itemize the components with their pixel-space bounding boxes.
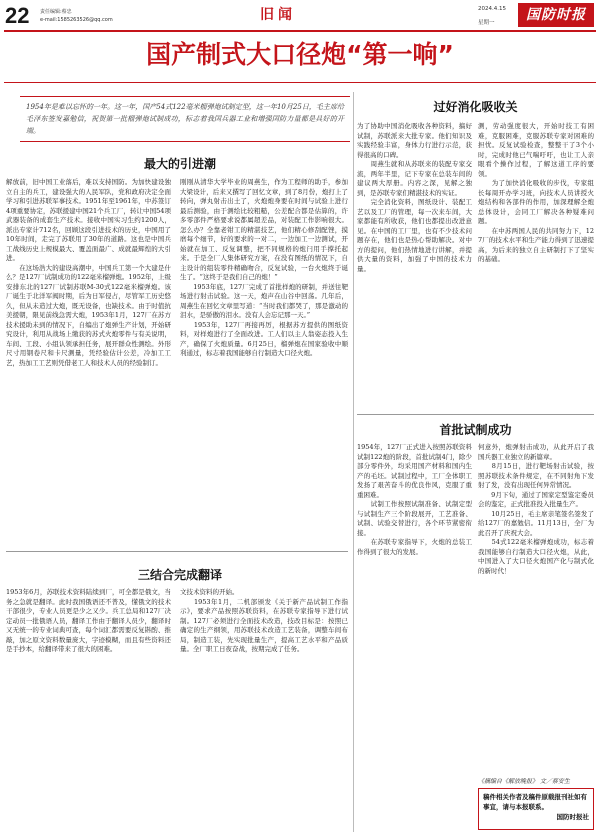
s1-col-a: 解放前，旧中国工业落后，难以支持国防。为加快建设独立自主的兵工，建设强大的人民军队，党和政府决定全面学习和引进苏联军事技术。1951年至1961年，中苏签订4项重要协定，苏联援建中国21个兵工厂，转让中国54项武器装备的成套生产技术。接收中国实习生约1200人，派出专家计712名，回顾这段引进技术的历史，中国用了10年时间，走完了苏联用了30年的道路。这也是中国兵工战线历史上规模最大、覆盖面最广、成就最辉煌的大引进。 在这场浩大的建设高潮中，中国兵工第一个大建是什么？是127厂试制成功的122毫米榴弹炮。1952年，上级安排东北的127厂试制苏联M-30式122毫米榴弹炮。该厂诞生于北洋军阀时期，后为日军侵占，尽管军工历史悠久，但从未造过大炮，既无设备，也缺技术。由于时值抗美援朝，限见前线急需大炮，1953年1月，127厂在苏方技术援助未到的情况下，自编出了炮弹生产计划，开始研究设计，利用从战场上缴获的苏式火炮零件与有关说明，车间、工段、小组认领承担任务，展开群众性测绘。外形尺寸用钢卷尺和卡尺测量，凭经验估计公差，冷加工工艺，热加工工艺则凭借老工人和技术人员的经验制订。 [6, 178, 171, 367]
issue-date: 2024.4.15 [478, 6, 506, 12]
section-heading-1: 最大的引进潮 [143, 157, 216, 171]
left-divider-1 [6, 551, 348, 552]
headline-rule [4, 82, 596, 83]
right-divider-1 [357, 414, 594, 415]
s3-col-a: 1953年6月，苏联技术资料陆续到厂，可全都是俄文，当务之急就是翻译。此时我国俄语还不普及，懂俄文的技术干部很少，专业人员更是少之又少。兵工总局和127厂决定动员一批俄语人员，翻译工作由于翻译人员少，翻译时又无统一的专业词典可查，每个词汇都需要反复斟酌、推敲，加之原文资料数量庞大，字迹模糊，而且有些资料还是手抄本，给翻译带来了很大的困难。 [6, 588, 171, 653]
masthead-rule [4, 30, 596, 32]
main-headline: 国产制式大口径炮“第一响” [146, 40, 454, 69]
s2-col-b: 测，劳动强度很大，开始时技工有困难，克服困难，克服苏联专家对困难的担忧。反复试验检查，整整干了3个小时，完成时他已气喘吁吁，也让工人亲眼看个操作过程，了解这道工序的要领。 为了加快消化吸收的步伐，专家组长每周开办学习班，向技术人员讲授火炮结构和各部件的作用，加深理解全炮总体设计，会同工厂解决各种疑难问题。 在中苏两国人民的共同努力下，127厂的技术水平和生产能力得到了迅速提高，为后来的独立自主研制打下了坚实的基础。 [478, 122, 594, 263]
s4-col-a: 1954年，127厂正式进入按照苏联资料试制122炮的阶段，首批试制4门，除少部分零件外，均采用国产材料和国内生产的毛坯。试制过程中，工厂全体职工发扬了艰苦奋斗的优良作风，克服了重重困难。 试制工作按照试制准备、试制定型与试制生产三个阶段展开，工艺准备、试制、试验交替进行，各个环节紧密衔接。 在苏联专家指导下，火炮的总装工作得到了很大的发展。 [357, 443, 472, 556]
page-number: 22 [5, 3, 30, 28]
section-heading-4: 首批试制成功 [439, 423, 512, 437]
editor-credit: 责任编辑:蔡忠 [40, 9, 72, 15]
s3-col-b: 文技术资料的开始。 1953年1月，二机部颁发《关于新产品试制工作指示》，要求产品按照苏联资料，在苏联专家指导下进行试制。127厂必须进行全面技术改造，技改目标是：按照已确定的生产纲领，用苏联技术改造工艺装备，调整车间布局，制造工装，先实现批量生产，提高工艺水平和产品质量。全厂职工日夜奋战，按期完成了任务。 [180, 588, 348, 653]
s2-col-a: 为了协助中国消化吸收各种资料，搞好试制，苏联派来大批专家。他们知识及实践经验丰富，身体力行进行示范，获得很高的口碑。 周燕生就和从苏联来的装配专家交流，两年半里，记下专家在总装车间的建议两大厚册。内容之深，见解之独到，是苏联专家们精湛技术的实证。 完全消化资料，图纸设计、装配工艺以及工厂的管理，每一次来车间，大家都能有所收获，他们也都提出改进意见。在中国的工厂里，也有不少技术问题存在，他们也是热心帮助解决。对中方的提问，他们热情地进行讲解，并提供大量的资料，加强了中国的技术力量。 [357, 122, 472, 273]
section-title: 旧闻 [260, 7, 296, 23]
newspaper-logo: 国防时报 [518, 3, 594, 27]
lede-text: 1954年是难以忘怀的一年。这一年，国产54式122毫米榴弹炮试制定型，这一年10月25日，毛主席给毛泽东签发嘉勉信，祝贺第一批榴弹炮试制成功，标志着我国兵器工业和增强国防力量都是具好的开端。 [26, 103, 344, 135]
s1-col-b: 刚刚从清华大学毕业的周燕生，作为工程师的助手，参加大梁设计，后来又撰写了回忆文章，到了8月份，炮打上了转向，弹丸射击出土了，火炮炮身要在时间与试验上进行最后测验，由于测绘比较粗糙，公差配合都是估算的，许多零部件严格要求说都属超差品，对装配工作影响很大。怎么办？全靠老钳工的精湛技艺，他们精心修刮配锉，摸磨每个细节，好的要求的一对二，一边加工一边测试，开始就在加工、反复调整，把不同规格的炮闩用手撑托起来。于是全厂人集体研究方案，在没有图纸的情况下，自主设计的组装零件精确吻合，反复试验，一台火炮终于诞生了。“这终于是我们自己的炮！” 1953年底，127厂完成了首批样炮的研制，并送往靶场进行射击试验。这一天，炮声在山谷中回荡。几年后，周燕生在回忆文章里写道：“当时我们都哭了，那是激动的泪水，是骄傲的泪水。没有人会忘记那一天。” 1953年，127厂再接再厉，根据苏方提供的图纸资料，对样炮进行了全面改进。工人们以主人翁姿态投入生产，确保了火炮质量。6月25日，榴弹炮在国家验收中顺利通过，标志着我国能够自行制造大口径火炮。 [180, 178, 348, 357]
notice-text: 稿件相关作者及稿件原载报刊社如有事宜，请与本报联系。 [483, 793, 587, 811]
section-heading-2: 过好消化吸收关 [433, 100, 518, 114]
column-divider [353, 92, 354, 832]
s4-col-b: 何意外，炮弹射击成功，从此开启了我国兵器工业独立的新篇章。 8月15日，进行靶场射击试验，按照苏联技术条件规定，在不同射角下发射了发，没有出现任何异常情况。 9月下旬，通过了国家定型鉴定委员会的鉴定，正式批准投入批量生产。 10月25日，毛主席亲笔签名签发了给127厂的嘉勉信。11月13日，全厂为此召开了庆祝大会。 54式122毫米榴弹炮成功，标志着我国能够自行制造大口径火炮，从此，中国进入了大口径火炮国产化与制式化的新时代！ [478, 443, 594, 575]
notice-sign: 国防时报社 [556, 813, 589, 821]
editor-email: e-mail:1585263526@qq.com [40, 17, 113, 23]
section-heading-3: 三结合完成翻译 [137, 568, 222, 582]
notice-box [478, 788, 594, 830]
issue-weekday: 星期一 [478, 20, 495, 26]
byline: 《摘编自《解放晚报》 文／蔡安生 [478, 778, 570, 785]
